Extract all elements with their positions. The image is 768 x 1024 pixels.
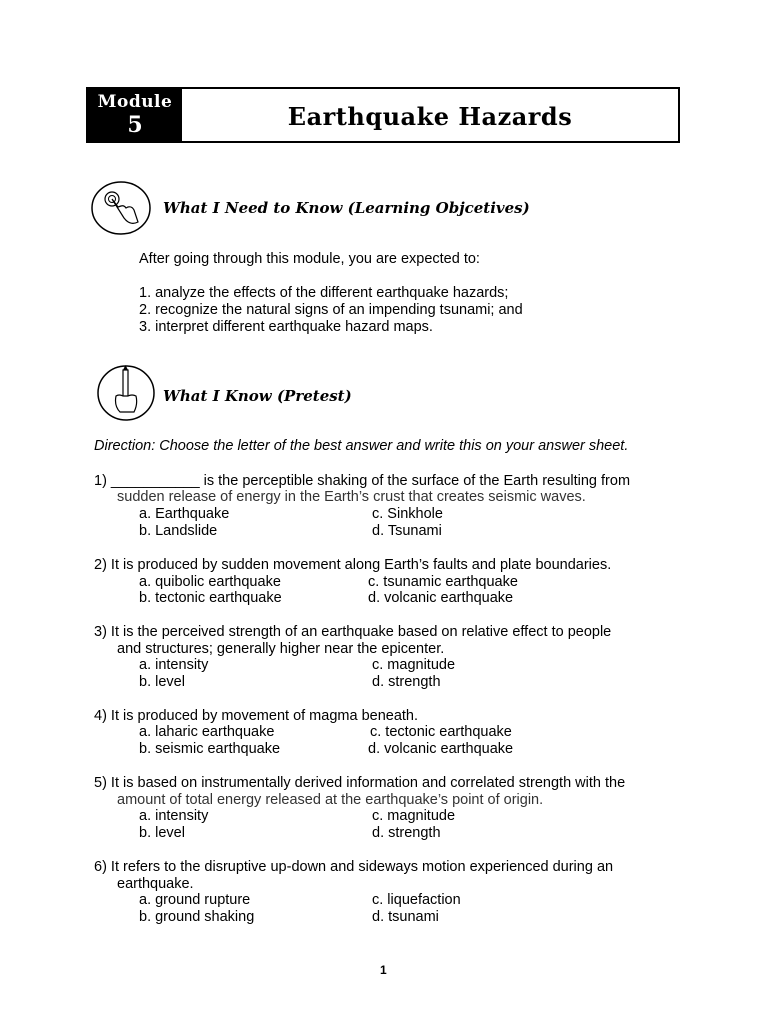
objective-item: 3. interpret different earthquake hazard maps. — [139, 319, 433, 335]
answer-choice: d. strength — [372, 674, 441, 690]
question-text: 5) It is based on instrumentally derived information and correlated strength with the — [94, 775, 626, 791]
hand-with-pencil-icon — [96, 364, 156, 422]
question-text: 4) It is produced by movement of magma beneath. — [94, 708, 419, 724]
answer-choice: c. Sinkhole — [372, 506, 443, 522]
question-text: earthquake. — [117, 876, 194, 892]
answer-choice: b. Landslide — [139, 523, 218, 539]
module-badge — [88, 89, 182, 141]
question-text: sudden release of energy in the Earth’s crust that creates seismic waves. — [117, 489, 586, 505]
answer-choice: d. strength — [372, 825, 441, 841]
answer-choice: a. intensity — [139, 657, 209, 673]
answer-choice: d. tsunami — [372, 909, 439, 925]
question-text: 2) It is produced by sudden movement along Earth’s faults and plate boundaries. — [94, 557, 612, 573]
answer-choice: c. magnitude — [372, 808, 456, 824]
answer-choice: a. laharic earthquake — [139, 724, 275, 740]
answer-choice: a. intensity — [139, 808, 209, 824]
objectives-intro: After going through this module, you are expected to: — [139, 251, 480, 267]
question-text: 1) ___________ is the perceptible shaking of the surface of the Earth resulting from — [94, 473, 631, 489]
module-number: 5 — [127, 112, 143, 138]
question-text: and structures; generally higher near the epicenter. — [117, 641, 445, 657]
answer-choice: b. level — [139, 674, 185, 690]
pointing-hand-icon — [90, 180, 152, 236]
module-word: Module — [97, 92, 173, 112]
section-heading-pretest: What I Know (Pretest) — [163, 387, 352, 405]
answer-choice: d. volcanic earthquake — [368, 590, 514, 606]
answer-choice: b. level — [139, 825, 185, 841]
question-text: 6) It refers to the disruptive up-down and sideways motion experienced during an — [94, 859, 614, 875]
answer-choice: a. quibolic earthquake — [139, 574, 281, 590]
answer-choice: b. tectonic earthquake — [139, 590, 282, 606]
objective-item: 2. recognize the natural signs of an impending tsunami; and — [139, 302, 523, 318]
module-title: Earthquake Hazards — [287, 102, 573, 131]
answer-choice: d. Tsunami — [372, 523, 442, 539]
answer-choice: a. Earthquake — [139, 506, 230, 522]
question-text: amount of total energy released at the earthquake’s point of origin. — [117, 792, 544, 808]
answer-choice: d. volcanic earthquake — [368, 741, 514, 757]
answer-choice: b. ground shaking — [139, 909, 255, 925]
pretest-direction: Direction: Choose the letter of the best answer and write this on your answer sheet. — [94, 438, 629, 454]
objective-item: 1. analyze the effects of the different earthquake hazards; — [139, 285, 509, 301]
section-heading-objectives: What I Need to Know (Learning Objcetives) — [163, 199, 530, 217]
answer-choice: a. ground rupture — [139, 892, 251, 908]
answer-choice: c. magnitude — [372, 657, 456, 673]
answer-choice: c. tsunamic earthquake — [368, 574, 518, 590]
answer-choice: c. liquefaction — [372, 892, 461, 908]
question-text: 3) It is the perceived strength of an earthquake based on relative effect to people — [94, 624, 612, 640]
page-number: 1 — [380, 963, 387, 977]
answer-choice: b. seismic earthquake — [139, 741, 281, 757]
answer-choice: c. tectonic earthquake — [370, 724, 512, 740]
module-header — [86, 87, 680, 143]
